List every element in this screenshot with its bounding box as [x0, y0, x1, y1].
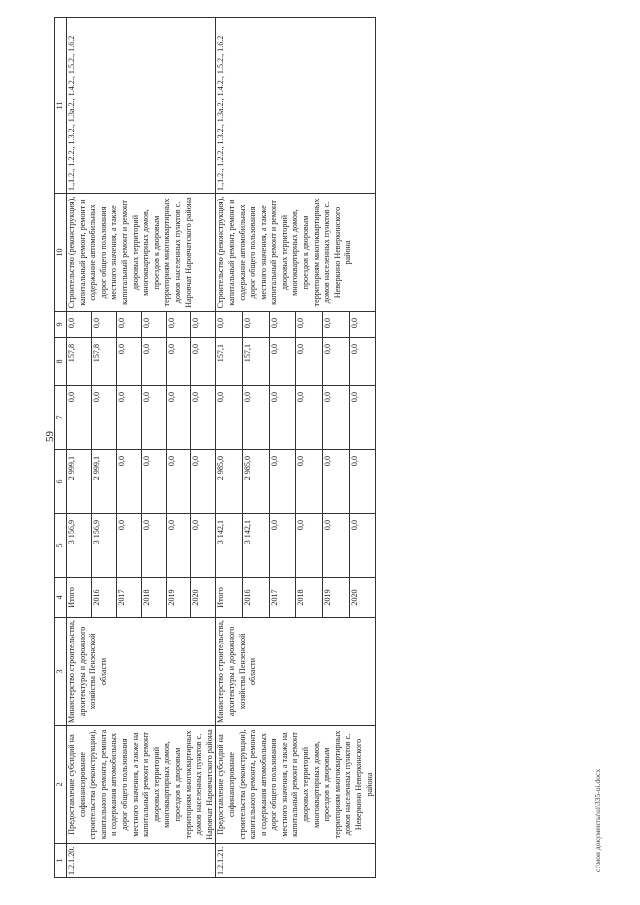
row-id: 1.2.1.20.	[67, 844, 216, 878]
value-cell: 0,0	[269, 386, 296, 450]
goal-text: Строительство (реконструкция), капитальный ремонт, ремонт и содержание автомобильных дорог общего пользования местного значения, а также капитальный ремонт и ремонт дворовых территорий многоквартирных домов, проездов к дворовым территориям многоквартирных домов населенных пунктов с. Наровчат Наровчатского района	[67, 194, 216, 312]
value-cell: 0,0	[296, 386, 323, 450]
year-cell: Итого	[216, 578, 243, 618]
col-10-header: 10	[55, 194, 67, 312]
col-7-header: 7	[55, 386, 67, 450]
value-cell: 0,0	[141, 450, 166, 514]
executor-name: Министерство строительства, архитектуры и дорожного хозяйства Пензенской области	[216, 618, 376, 726]
year-cell: 2016	[91, 578, 116, 618]
value-cell: 0,0	[91, 386, 116, 450]
executor-name: Министерство строительства, архитектуры и дорожного хозяйства Пензенской области	[67, 618, 216, 726]
value-cell: 2 999,1	[67, 450, 92, 514]
col-6-header: 6	[55, 450, 67, 514]
value-cell: 157,8	[67, 338, 92, 386]
value-cell: 0,0	[349, 312, 376, 338]
value-cell: 2 985,0	[216, 450, 243, 514]
indicator-list: 1.,1.2., 1.2.2., 1.3.2., 1.3а.2., 1.4.2., 1.5.2., 1.6.2	[67, 18, 216, 194]
value-cell: 0,0	[191, 450, 216, 514]
col-4-header: 4	[55, 578, 67, 618]
value-cell: 0,0	[322, 338, 349, 386]
year-cell: 2020	[349, 578, 376, 618]
value-cell: 0,0	[349, 514, 376, 578]
col-5-header: 5	[55, 514, 67, 578]
value-cell: 3 142,1	[242, 514, 269, 578]
value-cell: 0,0	[141, 338, 166, 386]
rotated-table-sheet	[54, 18, 624, 878]
value-cell: 2 985,0	[242, 450, 269, 514]
indicator-list: 1.,1.2., 1.2.2., 1.3.2., 1.3а.2., 1.4.2., 1.5.2., 1.6.2	[216, 18, 376, 194]
value-cell: 0,0	[141, 312, 166, 338]
value-cell: 0,0	[216, 386, 243, 450]
value-cell: 0,0	[166, 338, 191, 386]
value-cell: 0,0	[349, 386, 376, 450]
value-cell: 0,0	[116, 450, 141, 514]
header-row	[55, 18, 67, 878]
year-cell: 2018	[141, 578, 166, 618]
value-cell: 0,0	[322, 450, 349, 514]
value-cell: 0,0	[296, 338, 323, 386]
value-cell: 0,0	[91, 312, 116, 338]
footer-file-path: c:\мои документы\ui\335-ui.docx	[593, 768, 602, 872]
value-cell: 0,0	[322, 312, 349, 338]
value-cell: 0,0	[116, 514, 141, 578]
program-table	[54, 17, 376, 878]
col-1-header: 1	[55, 844, 67, 878]
value-cell: 0,0	[242, 386, 269, 450]
value-cell: 0,0	[269, 338, 296, 386]
col-8-header: 8	[55, 338, 67, 386]
col-3-header: 3	[55, 618, 67, 726]
value-cell: 0,0	[67, 386, 92, 450]
year-cell: Итого	[67, 578, 92, 618]
value-cell: 0,0	[166, 312, 191, 338]
year-cell: 2017	[116, 578, 141, 618]
table-row	[67, 18, 92, 878]
value-cell: 0,0	[349, 450, 376, 514]
value-cell: 0,0	[166, 386, 191, 450]
value-cell: 157,8	[91, 338, 116, 386]
value-cell: 0,0	[191, 338, 216, 386]
value-cell: 3 156,9	[91, 514, 116, 578]
value-cell: 0,0	[141, 386, 166, 450]
value-cell: 157,1	[242, 338, 269, 386]
goal-text: Строительство (реконструкция), капитальный ремонт, ремонт и содержание автомобильных дорог общего пользования местного значения, а также капитальный ремонт и ремонт дворовых территорий многоквартирных домов, проездов к дворовым территориям многоквартирных домов населенных пунктов с. Неверкино Неверкинского района	[216, 194, 376, 312]
value-cell: 2 999,1	[91, 450, 116, 514]
value-cell: 0,0	[116, 338, 141, 386]
value-cell: 0,0	[269, 450, 296, 514]
value-cell: 0,0	[296, 312, 323, 338]
value-cell: 0,0	[269, 312, 296, 338]
value-cell: 0,0	[242, 312, 269, 338]
year-cell: 2016	[242, 578, 269, 618]
value-cell: 0,0	[67, 312, 92, 338]
value-cell: 3 156,9	[67, 514, 92, 578]
value-cell: 0,0	[322, 514, 349, 578]
value-cell: 3 142,1	[216, 514, 243, 578]
value-cell: 0,0	[216, 312, 243, 338]
row-id: 1.2.1.21.	[216, 844, 376, 878]
page-number: 59	[44, 431, 56, 442]
col-9-header: 9	[55, 312, 67, 338]
value-cell: 0,0	[296, 514, 323, 578]
value-cell: 0,0	[191, 386, 216, 450]
value-cell: 0,0	[349, 338, 376, 386]
value-cell: 0,0	[141, 514, 166, 578]
col-11-header: 11	[55, 18, 67, 194]
value-cell: 0,0	[296, 450, 323, 514]
value-cell: 0,0	[269, 514, 296, 578]
value-cell: 0,0	[191, 312, 216, 338]
value-cell: 0,0	[191, 514, 216, 578]
year-cell: 2020	[191, 578, 216, 618]
value-cell: 0,0	[116, 312, 141, 338]
value-cell: 0,0	[166, 514, 191, 578]
table-row	[216, 18, 243, 878]
value-cell: 157,1	[216, 338, 243, 386]
year-cell: 2019	[322, 578, 349, 618]
measure-name: Предоставление субсидий на софинансирование строительства (реконструкции), капитального ремонта, ремонта и содержания автомобильных дорог общего пользования местного значения, а также на капитальный ремонт и ремонт дворовых территорий многоквартирных домов, проездов к дворовым территориям многоквартирных домов населенных пунктов с. Наровчат Наровчатского района	[67, 726, 216, 844]
measure-name: Предоставление субсидий на софинансирование строительства (реконструкции), капитального ремонта, ремонта и содержания автомобильных дорог общего пользования местного значения, а также на капитальный ремонт и ремонт дворовых территорий многоквартирных домов, проездов к дворовым территориям многоквартирных домов населенных пунктов с. Неверкино Неверкинского района	[216, 726, 376, 844]
year-cell: 2018	[296, 578, 323, 618]
year-cell: 2019	[166, 578, 191, 618]
value-cell: 0,0	[116, 386, 141, 450]
year-cell: 2017	[269, 578, 296, 618]
value-cell: 0,0	[166, 450, 191, 514]
value-cell: 0,0	[322, 386, 349, 450]
col-2-header: 2	[55, 726, 67, 844]
